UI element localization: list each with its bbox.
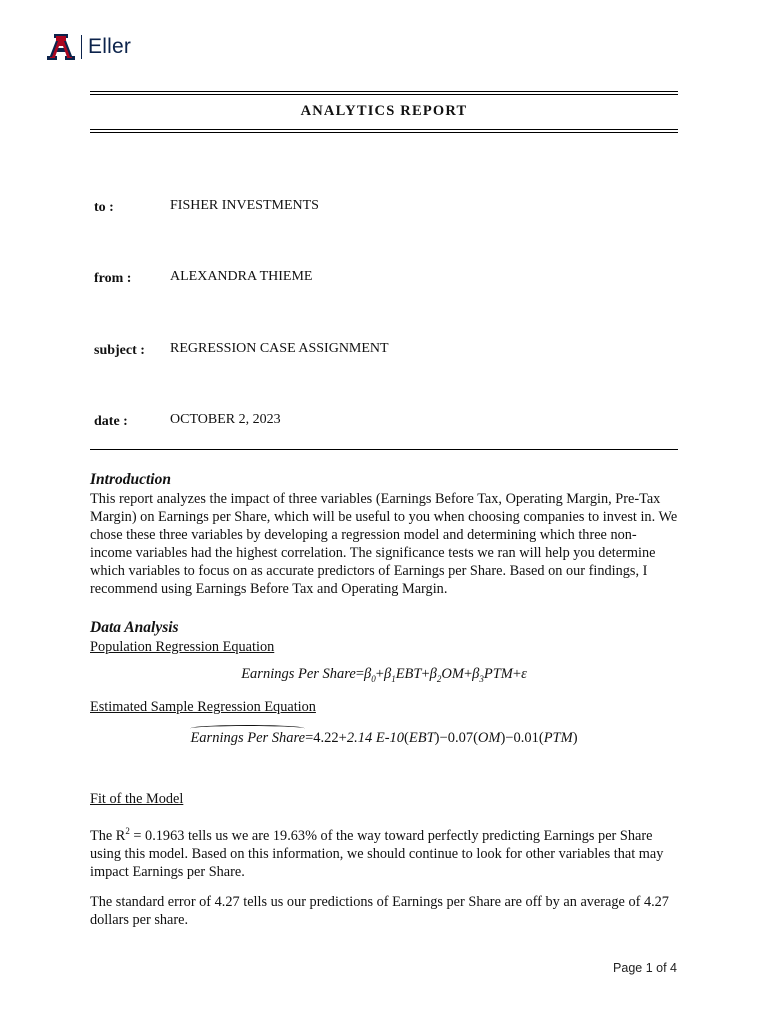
fit-heading: Fit of the Model (90, 791, 184, 807)
page-number: Page 1 of 4 (613, 961, 677, 975)
data-analysis-section (90, 618, 678, 656)
r-squared-paragraph (90, 822, 678, 881)
introduction-section (90, 470, 678, 598)
memo-from-label: from : (94, 271, 132, 286)
population-equation-heading: Population Regression Equation (90, 639, 275, 655)
data-analysis-heading: Data Analysis (90, 619, 179, 636)
report-title: ANALYTICS REPORT (300, 103, 468, 119)
ptm-coefficient: 0.01 (513, 730, 539, 746)
memo-from-value: ALEXANDRA THIEME (170, 269, 313, 284)
logo-separator (81, 35, 82, 59)
memo-date-label: date : (94, 414, 128, 429)
ebt-coefficient: 2.14 E-10 (346, 730, 405, 746)
memo-date-value: OCTOBER 2, 2023 (170, 412, 281, 427)
population-equation-lhs: Earnings Per Share (241, 666, 356, 682)
memo-to-label: to : (94, 200, 114, 215)
intercept-value: 4.22 (313, 730, 339, 746)
sample-equation-heading: Estimated Sample Regression Equation (90, 699, 316, 715)
r2-superscript: 2 (125, 826, 130, 836)
memo-subject-value: REGRESSION CASE ASSIGNMENT (170, 341, 389, 356)
memo-bottom-rule (90, 449, 678, 450)
university-of-arizona-a-logo (46, 33, 76, 61)
fit-section (90, 790, 678, 929)
memo-to-value: FISHER INVESTMENTS (170, 198, 319, 213)
population-regression-equation: Earnings Per $Share=\beta_0+\beta_1EBT+\beta_2OM+\beta_3PTM+\varepsilon$ (241, 666, 527, 684)
title-top-rule (90, 91, 678, 92)
logo-text: Eller (88, 35, 132, 58)
title-bottom-rule-2 (90, 132, 678, 133)
r2-text: = 0.1963 tells us we are 19.63% of the way toward perfectly predicting Earnings per Share using this model. Based on this information, we should continue to look for other variables that may impact Earnings per Share. (90, 827, 664, 880)
sample-equation-heading-block (90, 698, 678, 716)
om-coefficient: 0.07 (447, 730, 474, 746)
sample-equation-lhs: Earnings Per Share (190, 730, 306, 746)
standard-error-paragraph: The standard error of 4.27 tells us our predictions of Earnings per Share are off by an average of 4.27 dollars per share. (90, 893, 669, 928)
title-bottom-rule (90, 129, 678, 130)
introduction-heading: Introduction (90, 471, 171, 488)
sample-regression-equation: Earnings Per Share=4.22+2.14 E-10(EBT)−0.07(OM)−0.01(PTM) (190, 730, 578, 746)
eller-logo (46, 33, 131, 61)
introduction-body: This report analyzes the impact of three variables (Earnings Before Tax, Operating Margin, Pre-Tax Margin) on Earnings per Share, which will be useful to you when choosing companies to invest in. We chose these three variables by developing a regression model and determining which three non-income variables had the highest correlation. The significance tests we ran will help you determine which variables to focus on as accurate predictors of Earnings per Share. Based on our findings, I recommend using Earnings Before Tax and Operating Margin. (90, 491, 678, 597)
memo-subject-label: subject : (94, 343, 145, 358)
title-top-rule-2 (90, 94, 678, 95)
r2-prefix: The R (90, 827, 126, 844)
